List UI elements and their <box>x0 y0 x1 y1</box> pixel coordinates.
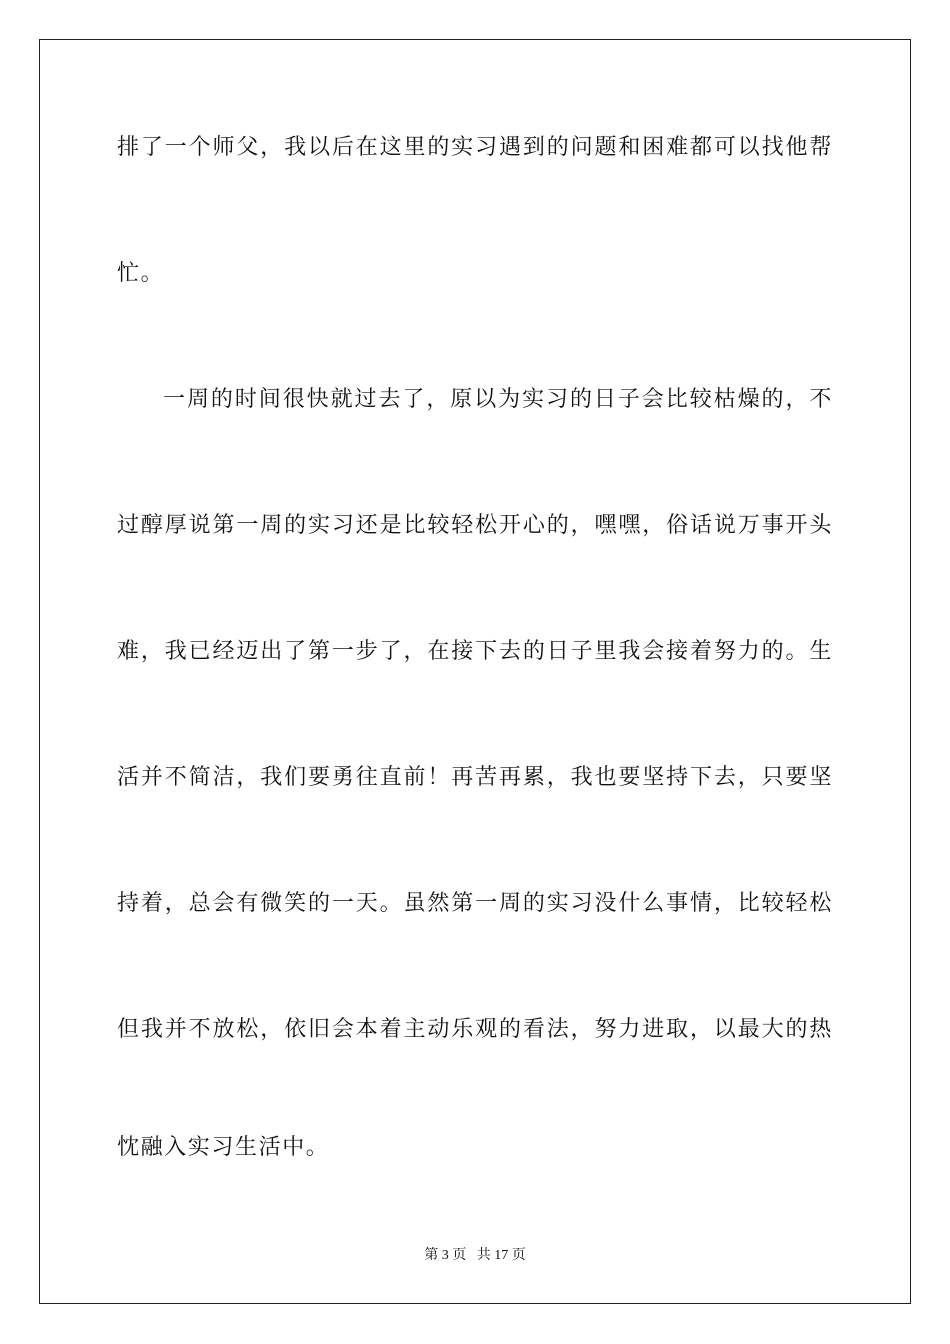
page-frame <box>39 39 911 1304</box>
text-line: 过醇厚说第一周的实习还是比较轻松开心的，嘿嘿，俗话说万事开头 <box>117 513 833 538</box>
text-line: 难，我已经迈出了第一步了，在接下去的日子里我会接着努力的。生 <box>117 639 833 664</box>
page-footer <box>0 1247 950 1265</box>
page-total: 共 17 页 <box>476 1248 526 1263</box>
text-line: 排了一个师父，我以后在这里的实习遇到的问题和困难都可以找他帮 <box>117 135 833 160</box>
text-line: 但我并不放松，依旧会本着主动乐观的看法，努力进取，以最大的热 <box>117 1017 833 1042</box>
page-number: 第 3 页 <box>424 1248 467 1263</box>
text-line: 一周的时间很快就过去了，原以为实习的日子会比较枯燥的，不 <box>163 387 833 412</box>
text-line: 忙。 <box>117 261 165 286</box>
text-line: 持着，总会有微笑的一天。虽然第一周的实习没什么事情，比较轻松 <box>117 891 833 916</box>
text-line: 忱融入实习生活中。 <box>117 1135 330 1160</box>
text-line: 活并不简洁，我们要勇往直前！再苦再累，我也要坚持下去，只要坚 <box>117 765 833 790</box>
